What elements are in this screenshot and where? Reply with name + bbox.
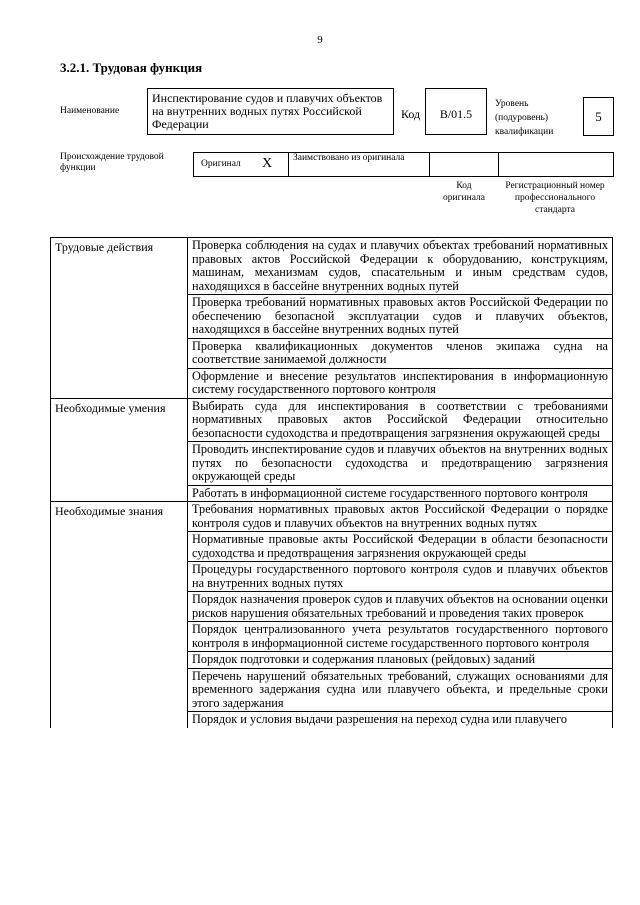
level-value-box — [583, 97, 614, 136]
level-value: 5 — [595, 109, 602, 124]
level-label: Уровень (подуровень) квалификации — [495, 99, 554, 137]
origin-divider — [288, 153, 289, 176]
original-mark: X — [262, 156, 273, 171]
list-item: Требования нормативных правовых актов Российской Федерации о порядке контроля судов и плавучих объектов на внутренних водных путях — [188, 502, 613, 532]
labor-function-table — [50, 237, 613, 728]
name-value: Инспектирование судов и плавучих объектов на внутренних водных путях Российской Федерации — [152, 91, 383, 131]
origin-divider — [498, 153, 499, 176]
registration-number-caption: Регистрационный номер профессионального стандарта — [505, 181, 605, 215]
table-row — [51, 238, 613, 295]
section-title: 3.2.1. Трудовая функция — [60, 60, 203, 75]
list-item: Проверка квалификационных документов членов экипажа судна на соответствие занимаемой должности — [188, 338, 613, 368]
code-original-caption: Код оригинала — [443, 181, 485, 203]
name-value-box — [147, 88, 394, 135]
list-item: Процедуры государственного портового контроля судов и плавучих объектов на внутренних водных путях — [188, 562, 613, 592]
list-item: Проверка соблюдения на судах и плавучих объектах требований нормативных правовых актов Российской Федерации к оборудованию, конструкциям, машинам, механизмам судов, спасательным и иным средствам судов, находящихся в бассейне внутренних водных путей — [188, 238, 613, 295]
borrowed-label: Заимствовано из оригинала — [293, 153, 405, 163]
list-item: Выбирать суда для инспектирования в соответствии с требованиями нормативных правовых актов Российской Федерации относительно безопасности судоходства и предотвращения загрязнения окружающей среды — [188, 398, 613, 442]
list-item: Нормативные правовые акты Российской Федерации в области безопасности судоходства и предотвращения загрязнения окружающей среды — [188, 532, 613, 562]
name-label: Наименование — [60, 106, 120, 116]
list-item: Работать в информационной системе государственного портового контроля — [188, 485, 613, 502]
code-value-box — [425, 88, 487, 135]
page-number: 9 — [317, 34, 323, 46]
table-row — [51, 398, 613, 442]
row-label-skills: Необходимые умения — [51, 398, 188, 502]
row-label-knowledge: Необходимые знания — [51, 502, 188, 728]
original-label: Оригинал — [201, 159, 241, 169]
list-item: Проверка требований нормативных правовых актов Российской Федерации по обеспечению безопасной эксплуатации судов и плавучих объектов, находящихся в бассейне внутренних водных путей — [188, 295, 613, 339]
list-item: Порядок назначения проверок судов и плавучих объектов на основании оценки рисков нарушения обязательных требований и проведения таких проверок — [188, 592, 613, 622]
list-item: Перечень нарушений обязательных требований, служащих основаниями для временного задержания судна или плавучего объекта, и предельные сроки этого задержания — [188, 668, 613, 712]
origin-divider — [429, 153, 430, 176]
table-row — [51, 502, 613, 532]
list-item: Оформление и внесение результатов инспектирования в информационную систему государственного портового контроля — [188, 368, 613, 398]
list-item: Порядок подготовки и содержания плановых (рейдовых) заданий — [188, 652, 613, 669]
origin-table — [193, 152, 614, 177]
list-item: Проводить инспектирование судов и плавучих объектов на внутренних водных путях по безопасности судоходства и предотвращению загрязнения окружающей среды — [188, 442, 613, 486]
row-label-actions: Трудовые действия — [51, 238, 188, 399]
list-item: Порядок централизованного учета результатов государственного портового контроля в информационной системе государственного портового контроля — [188, 622, 613, 652]
code-value: B/01.5 — [439, 107, 473, 121]
list-item: Порядок и условия выдачи разрешения на переход судна или плавучего — [188, 712, 613, 728]
origin-label: Происхождение трудовой функции — [60, 152, 164, 173]
code-label: Код — [401, 107, 421, 121]
